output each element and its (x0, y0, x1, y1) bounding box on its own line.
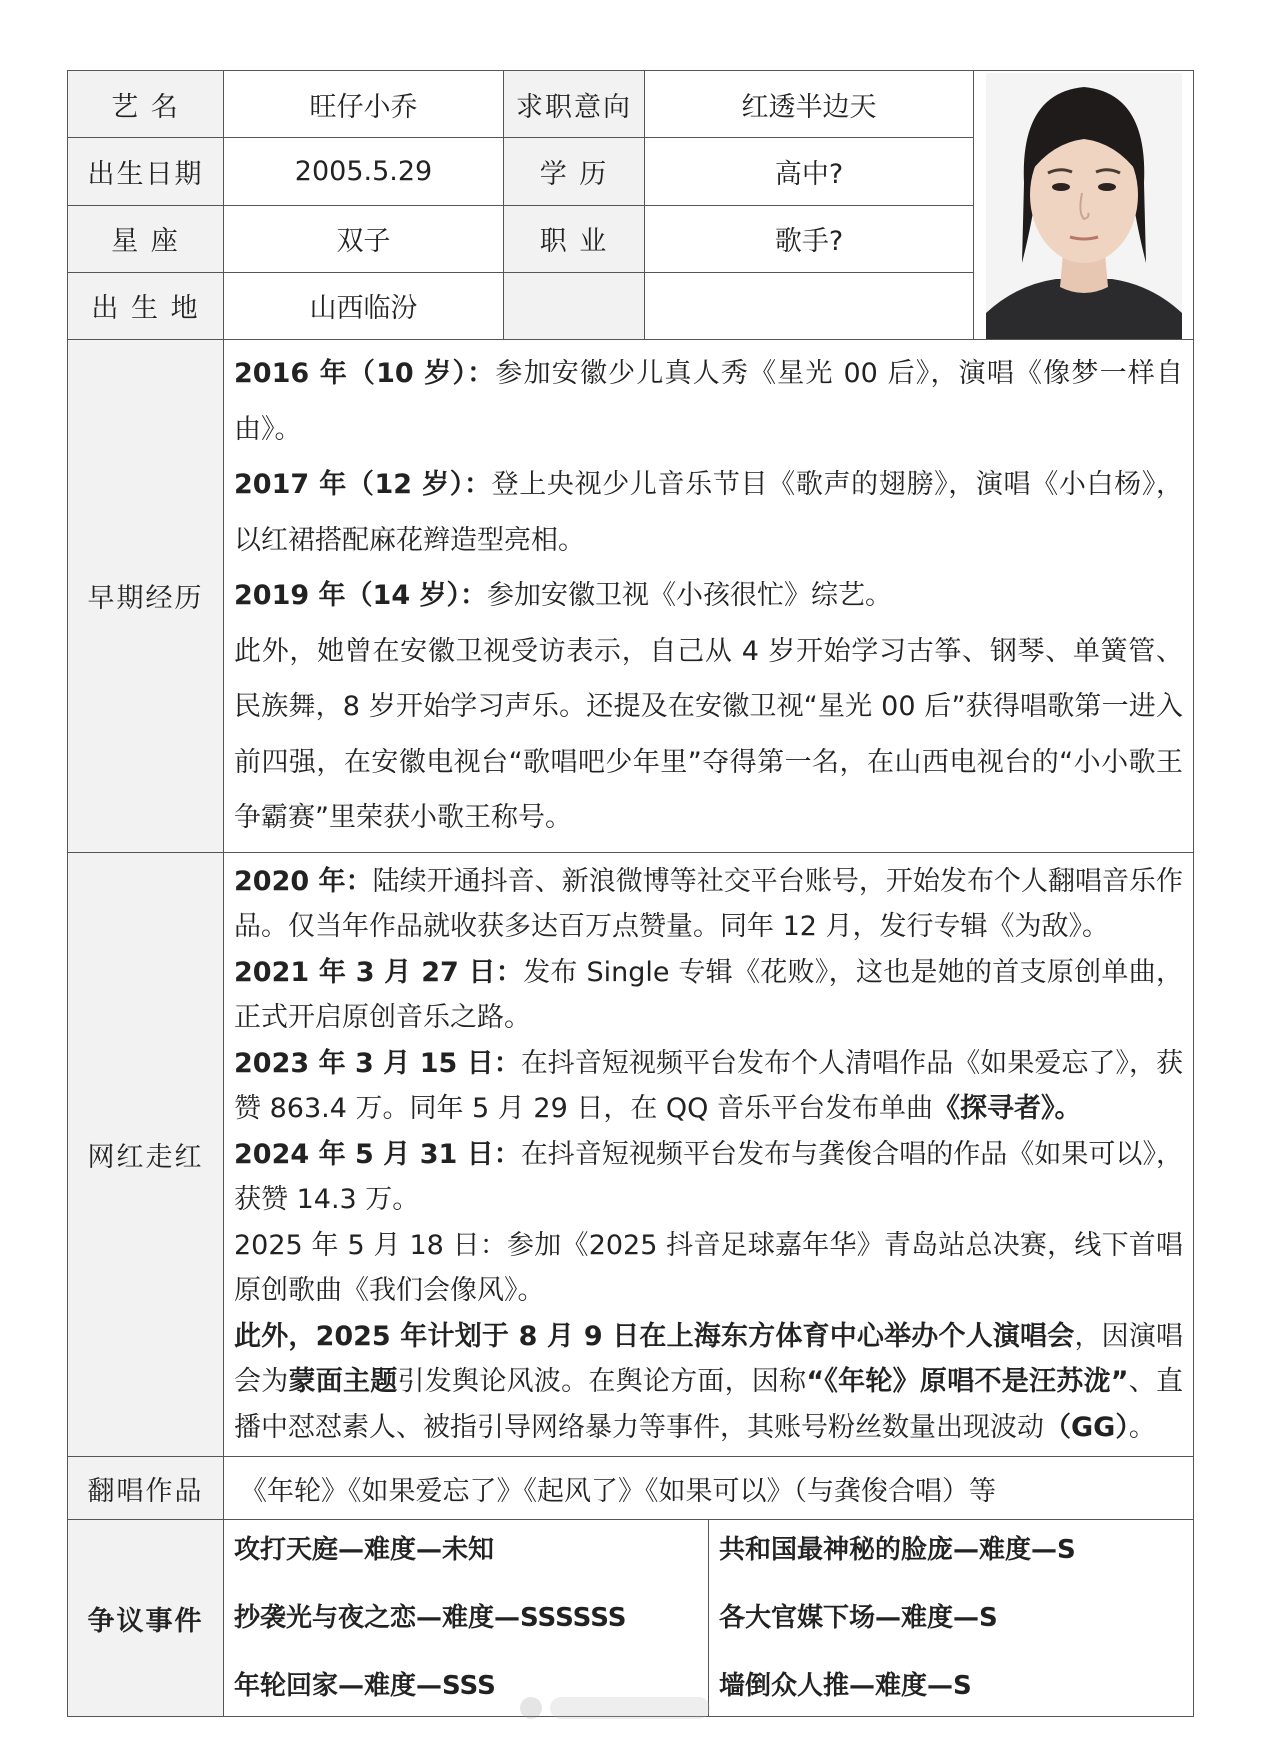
fame-text: 、直播中怼怼素人、被指引导网络暴力等事件，其账号粉丝数量出现波动 (234, 1366, 1183, 1443)
fame-item-date: 2020 年： (234, 865, 373, 897)
early-item-year: 2017 年（12 岁）： (234, 469, 492, 500)
row-covers (68, 1457, 1194, 1520)
watermark-logo-icon (520, 1697, 542, 1719)
fame-item-text: 2025 年 5 月 18 日：参加《2025 抖音足球嘉年华》青岛站总决赛，线下首唱原创歌曲《我们会像风》。 (234, 1229, 1183, 1306)
early-item-text: 参加安徽少儿真人秀《星光 00 后》，演唱《像梦一样自由》。 (234, 358, 1183, 445)
empty-value-cell (645, 272, 974, 339)
fame-bold: （GG） (1044, 1411, 1129, 1443)
row-early (68, 340, 1194, 853)
intent-value: 红透半边天 (645, 71, 974, 138)
photo-cell (974, 71, 1194, 340)
watermark-bar (550, 1697, 710, 1719)
controversy-item: 抄袭光与夜之恋—难度—SSSSSS (234, 1603, 627, 1633)
origin-value: 山西临汾 (224, 272, 504, 339)
row-controversy (68, 1520, 1194, 1717)
early-item (234, 457, 1183, 568)
resume-table (67, 70, 1194, 1717)
fame-item-song: 《探寻者》。 (933, 1093, 1082, 1124)
sign-value: 双子 (224, 205, 504, 272)
early-item (234, 568, 1183, 624)
intent-label: 求职意向 (504, 71, 645, 138)
controversy-left-column (224, 1520, 708, 1716)
edu-value: 高中? (645, 138, 974, 205)
early-item-year: 2019 年（14 岁）： (234, 580, 488, 611)
watermark (520, 1688, 750, 1728)
fame-item-text: 发布 Single 专辑《花败》，这也是她的首支原创单曲，正式开启原创音乐之路。 (234, 956, 1184, 1033)
name-value: 旺仔小乔 (224, 71, 504, 138)
fame-bold: “《年轮》原唱不是汪苏泷” (806, 1366, 1129, 1397)
fame-item-text: 在抖音短视频平台发布与龚俊合唱的作品《如果可以》，获赞 14.3 万。 (234, 1138, 1183, 1215)
early-item (234, 624, 1183, 846)
row-fame (68, 852, 1194, 1457)
fame-bold: 此外，2025 年计划于 8 月 9 日在上海东方体育中心举办个人演唱会 (234, 1320, 1075, 1352)
early-content (224, 340, 1194, 853)
controversy-item: 共和国最神秘的脸庞—难度—S (719, 1535, 1076, 1565)
sign-label: 星 座 (68, 205, 224, 272)
early-item-text: 参加安徽卫视《小孩很忙》综艺。 (487, 580, 893, 611)
fame-text: 引发舆论风波。在舆论方面，因称 (397, 1366, 807, 1397)
controversy-right-column (708, 1520, 1193, 1716)
early-item-year: 2016 年（10 岁）： (234, 358, 496, 389)
fame-item-text: 陆续开通抖音、新浪微博等社交平台账号，开始发布个人翻唱音乐作品。仅当年作品就收获多达百万点赞量。同年 12 月，发行专辑《为敌》。 (234, 865, 1184, 942)
edu-label: 学 历 (504, 138, 645, 205)
birth-value: 2005.5.29 (224, 138, 504, 205)
fame-bold: 蒙面主题 (288, 1366, 398, 1397)
birth-label: 出生日期 (68, 138, 224, 205)
early-item-text: 此外，她曾在安徽卫视受访表示，自己从 4 岁开始学习古筝、钢琴、单簧管、民族舞，8 岁开始学习声乐。还提及在安徽卫视“星光 00 后”获得唱歌第一进入前四强，在安徽电视台“歌唱吧少年里”夺得第一名，在山西电视台的“小小歌王争霸赛”里荣获小歌王称号。 (234, 635, 1183, 833)
job-label: 职 业 (504, 205, 645, 272)
early-item (234, 346, 1183, 457)
fame-content (224, 852, 1194, 1457)
row-name (68, 71, 1194, 138)
portrait-photo (986, 73, 1182, 339)
controversy-item: 各大官媒下场—难度—S (719, 1603, 998, 1633)
controversy-label-text: 争议事件 (87, 1605, 204, 1637)
fame-item-date: 2024 年 5 月 31 日： (234, 1138, 521, 1170)
controversy-item: 年轮回家—难度—SSS (234, 1671, 496, 1701)
fame-text: ，因演唱会为 (234, 1320, 1184, 1397)
empty-label-cell (504, 272, 645, 339)
early-label: 早期经历 (68, 340, 224, 853)
fame-item-controversy (234, 1314, 1183, 1451)
covers-value: 《年轮》《如果爱忘了》《起风了》《如果可以》（与龚俊合唱）等 (224, 1457, 1194, 1520)
fame-item (234, 1132, 1183, 1223)
controversy-content (224, 1520, 1194, 1717)
fame-label: 网红走红 (68, 852, 224, 1457)
resume-sheet (67, 70, 1193, 1717)
fame-item (234, 1223, 1183, 1314)
fame-item (234, 950, 1183, 1041)
job-value: 歌手? (645, 205, 974, 272)
early-item-text: 登上央视少儿音乐节目《歌声的翅膀》，演唱《小白杨》，以红裙搭配麻花辫造型亮相。 (234, 469, 1183, 556)
controversy-item: 攻打天庭—难度—未知 (234, 1535, 495, 1565)
fame-text: 。 (1128, 1411, 1156, 1443)
fame-item (234, 1041, 1183, 1132)
origin-label: 出 生 地 (68, 272, 224, 339)
fame-item-text: 在抖音短视频平台发布个人清唱作品《如果爱忘了》，获赞 863.4 万。同年 5 月 29 日，在 QQ 音乐平台发布单曲 (234, 1047, 1183, 1124)
name-label: 艺 名 (68, 71, 224, 138)
fame-item-date: 2023 年 3 月 15 日： (234, 1047, 521, 1079)
fame-item (234, 859, 1183, 950)
controversy-label (68, 1520, 224, 1717)
controversy-item: 墙倒众人推—难度—S (719, 1671, 972, 1701)
covers-label: 翻唱作品 (68, 1457, 224, 1520)
fame-item-date: 2021 年 3 月 27 日： (234, 956, 524, 988)
